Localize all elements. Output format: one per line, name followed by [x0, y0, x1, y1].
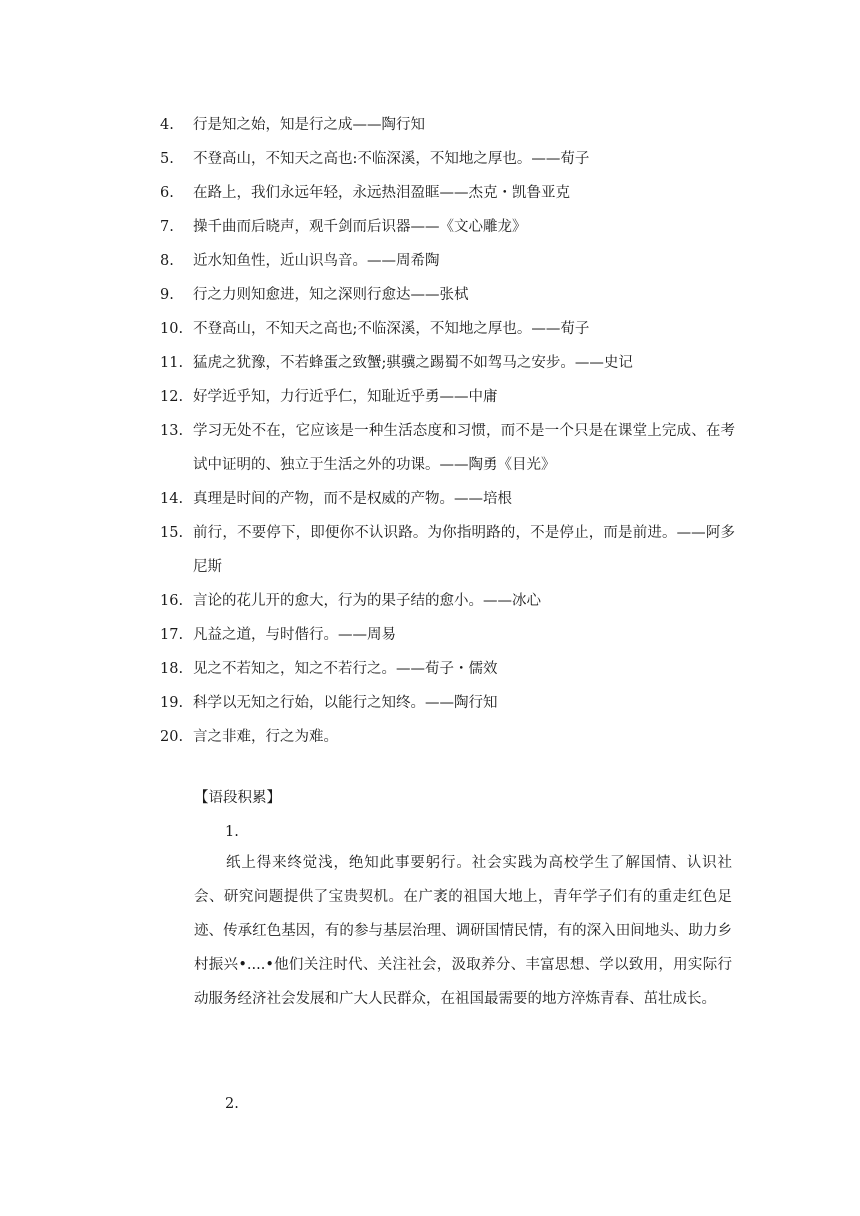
list-item — [160, 346, 735, 380]
list-item — [160, 210, 735, 244]
list-item-text: 真理是时间的产物，而不是权威的产物。——培根 — [193, 491, 512, 507]
list-item-number: 4. — [160, 117, 174, 133]
item-number-1: 1. — [225, 824, 239, 840]
list-item-number: 13. — [160, 423, 184, 439]
list-item-text: 见之不若知之，知之不若行之。——荀子・儒效 — [193, 661, 498, 677]
list-item — [160, 652, 735, 686]
list-item-number: 19. — [160, 695, 184, 711]
list-item-text: 在路上，我们永远年轻，永远热泪盈眶——杰克・凯鲁亚克 — [193, 185, 570, 201]
list-item-number: 14. — [160, 491, 184, 507]
list-item-text: 不登高山，不知天之高也:不临深溪，不知地之厚也。——荀子 — [193, 151, 590, 167]
list-item-number: 7. — [160, 219, 174, 235]
list-item-text: 言之非难，行之为难。 — [193, 729, 338, 745]
quote-list — [160, 108, 735, 754]
list-item-number: 8. — [160, 253, 174, 269]
list-item-number: 17. — [160, 627, 184, 643]
list-item — [160, 720, 735, 754]
list-item-text: 猛虎之犹豫，不若蜂蛋之致蟹;骐骥之踢蜀不如驾马之安步。——史记 — [193, 355, 633, 371]
list-item-text: 操千曲而后晓声，观千剑而后识器——《文心雕龙》 — [193, 219, 527, 235]
list-item-text: 行之力则知愈进，知之深则行愈达——张栻 — [193, 287, 469, 303]
list-item-text: 行是知之始，知是行之成——陶行知 — [193, 117, 425, 133]
list-item — [160, 278, 735, 312]
list-item-number: 18. — [160, 661, 184, 677]
list-item — [160, 108, 735, 142]
list-item-text: 近水知鱼性，近山识鸟音。——周希陶 — [193, 253, 440, 269]
list-item — [160, 414, 735, 482]
list-item-number: 9. — [160, 287, 174, 303]
list-item — [160, 584, 735, 618]
list-item-text: 学习无处不在，它应该是一种生活态度和习惯，而不是一个只是在课堂上完成、在考试中证明的、独立于生活之外的功课。——陶勇《目光》 — [193, 423, 735, 473]
list-item — [160, 686, 735, 720]
list-item-number: 15. — [160, 525, 184, 541]
list-item — [160, 244, 735, 278]
list-item — [160, 618, 735, 652]
list-item-number: 20. — [160, 729, 184, 745]
list-item-text: 凡益之道，与时偕行。——周易 — [193, 627, 396, 643]
list-item-text: 不登高山，不知天之高也;不临深溪，不知地之厚也。——荀子 — [193, 321, 590, 337]
list-item-number: 10. — [160, 321, 184, 337]
list-item — [160, 482, 735, 516]
list-item-text: 前行，不要停下，即便你不认识路。为你指明路的，不是停止，而是前进。——阿多尼斯 — [193, 525, 735, 575]
list-item-text: 好学近乎知，力行近乎仁，知耻近乎勇——中庸 — [193, 389, 498, 405]
list-item-number: 5. — [160, 151, 174, 167]
paragraph-1: 纸上得来终觉浅，绝知此事要躬行。社会实践为高校学生了解国情、认识社会、研究问题提供了宝贵契机。在广袤的祖国大地上，青年学子们有的重走红色足迹、传承红色基因，有的参与基层治理、调研国情民情，有的深入田间地头、助力乡村振兴•....•他们关注时代、关注社会，汲取养分、丰富思想、学以致用，用实际行动服务经济社会发展和广大人民群众，在祖国最需要的地方淬炼青春、茁壮成长。 — [194, 855, 732, 1007]
list-item-number: 6. — [160, 185, 174, 201]
item-number-2: 2. — [225, 1096, 239, 1112]
list-item — [160, 380, 735, 414]
section-title: 【语段积累】 — [194, 790, 281, 806]
list-item-number: 11. — [160, 355, 184, 371]
list-item — [160, 176, 735, 210]
list-item-number: 16. — [160, 593, 184, 609]
list-item — [160, 516, 735, 584]
list-item — [160, 142, 735, 176]
list-item-text: 言论的花儿开的愈大，行为的果子结的愈小。——冰心 — [193, 593, 541, 609]
list-item-text: 科学以无知之行始，以能行之知终。——陶行知 — [193, 695, 498, 711]
list-item — [160, 312, 735, 346]
list-item-number: 12. — [160, 389, 184, 405]
